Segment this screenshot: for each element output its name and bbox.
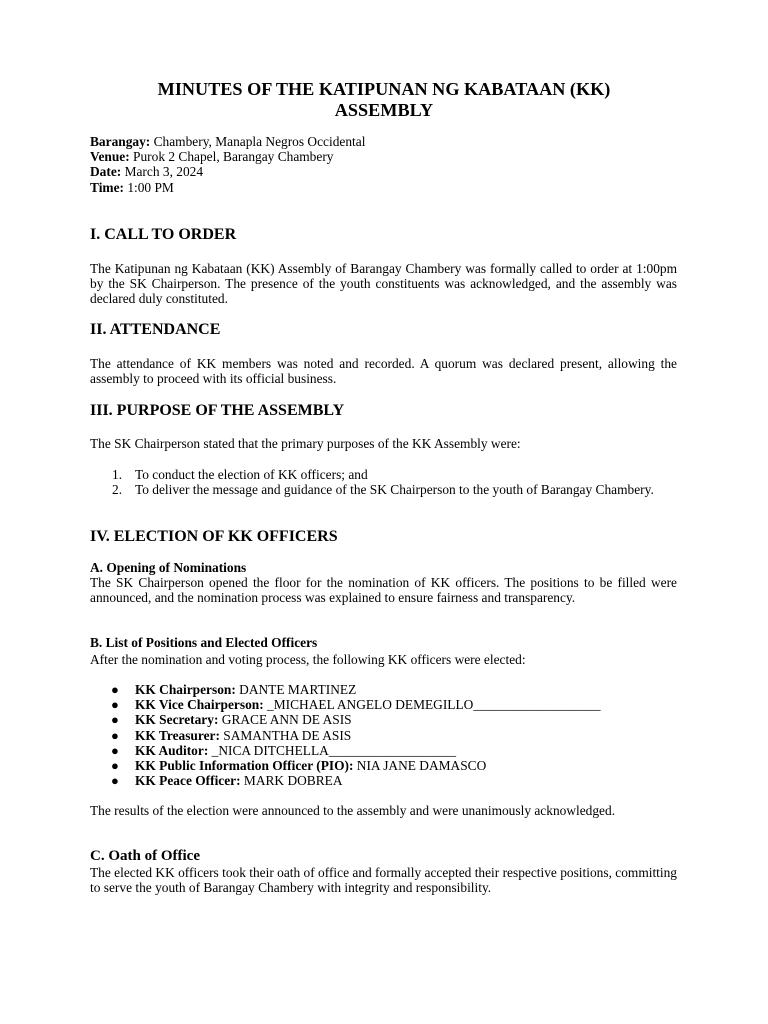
officer-item: ● KK Public Information Officer (PIO): NIA JANE DAMASCO [111, 758, 487, 774]
title-line-1: MINUTES OF THE KATIPUNAN NG KABATAAN (KK) [157, 79, 611, 99]
document-title [120, 79, 648, 120]
officer-item: ● KK Treasurer: SAMANTHA DE ASIS [111, 727, 352, 743]
date-value: March 3, 2024 [121, 164, 204, 180]
subheading-list-of-positions: B. List of Positions and Elected Officers [90, 635, 318, 650]
time-label: Time: [90, 179, 124, 195]
bullet-icon: ● [111, 682, 119, 697]
officer-item: ● KK Peace Officer: MARK DOBREA [111, 773, 343, 789]
venue-label: Venue: [90, 149, 130, 165]
barangay-value: Chambery, Manapla Negros Occidental [150, 134, 366, 149]
date-label: Date: [90, 164, 122, 180]
date-line [90, 164, 680, 179]
officer-item: ● KK Vice Chairperson: _MICHAEL ANGELO DEMEGILLO___________________ [111, 697, 601, 713]
attendance-text: The attendance of KK members was noted and recorded. A quorum was declared present, allowing the assembly to proceed with its official business. [90, 356, 677, 387]
opening-nominations-text: The SK Chairperson opened the floor for the nomination of KK officers. The positions to be filled were announced, and the nomination process was explained to ensure fairness and transparency. [90, 575, 677, 606]
bullet-icon: ● [111, 773, 119, 789]
bullet-icon: ● [111, 697, 119, 713]
heading-attendance: II. ATTENDANCE [90, 321, 221, 338]
officers-list [90, 682, 677, 788]
heading-purpose: III. PURPOSE OF THE ASSEMBLY [90, 402, 345, 419]
list-item: 2. To deliver the message and guidance of the SK Chairperson to the youth of Barangay Chambery. [112, 482, 654, 498]
bullet-icon: ● [111, 742, 119, 758]
time-line [90, 180, 680, 195]
bullet-icon: ● [111, 712, 119, 728]
call-to-order-text: The Katipunan ng Kabataan (KK) Assembly of Barangay Chambery was formally called to order at 1:00pm by the SK Chairperson. The presence of the youth constituents was acknowledged, and the assembly was declared duly constituted. [90, 261, 677, 307]
subheading-opening-nominations: A. Opening of Nominations [90, 560, 247, 575]
subheading-oath-of-office: C. Oath of Office [90, 848, 200, 864]
officer-item: ● KK Secretary: GRACE ANN DE ASIS [111, 712, 352, 728]
bullet-icon: ● [111, 727, 119, 743]
meeting-details [90, 134, 680, 195]
oath-of-office-text: The elected KK officers took their oath of office and formally accepted their respective positions, committing to serve the youth of Barangay Chambery with integrity and responsibility. [90, 865, 678, 896]
officer-item: ● KK Chairperson: DANTE MARTINEZ [111, 682, 357, 697]
purpose-list [90, 467, 677, 497]
barangay-label: Barangay: [90, 134, 151, 149]
positions-intro: After the nomination and voting process, the following KK officers were elected: [90, 652, 526, 667]
title-line-2: ASSEMBLY [334, 99, 434, 120]
time-value: 1:00 PM [123, 179, 174, 195]
barangay-line [90, 134, 680, 149]
bullet-icon: ● [111, 758, 119, 774]
venue-line [90, 149, 680, 164]
election-results-text: The results of the election were announced to the assembly and were unanimously acknowledged. [90, 803, 616, 818]
venue-value: Purok 2 Chapel, Barangay Chambery [129, 149, 334, 165]
list-item: 1. To conduct the election of KK officers; and [112, 467, 368, 482]
officer-item: ● KK Auditor: _NICA DITCHELLA___________________ [111, 742, 457, 758]
heading-call-to-order: I. CALL TO ORDER [90, 226, 237, 243]
purpose-intro: The SK Chairperson stated that the primary purposes of the KK Assembly were: [90, 436, 521, 451]
heading-election: IV. ELECTION OF KK OFFICERS [90, 528, 338, 545]
